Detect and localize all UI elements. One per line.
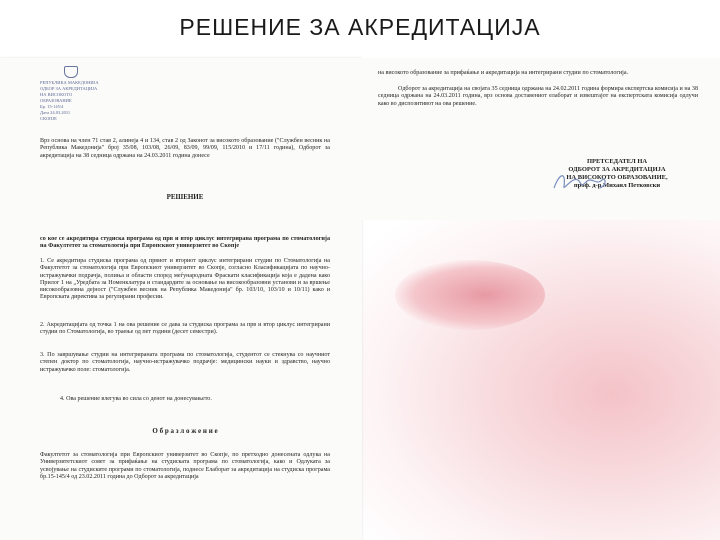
reasoning-heading: О б р а з л о ж е н и е xyxy=(152,427,218,435)
signature-line-3: НА ВИСОКОТО ОБРАЗОВАНИЕ, xyxy=(566,174,668,181)
coat-of-arms-icon xyxy=(64,66,78,78)
background-glow xyxy=(360,215,720,540)
stamp-date: Дата 24.03.2011 xyxy=(40,110,71,115)
stamp-org-line2: НА ВИСОКОТО ОБРАЗОВАНИЕ xyxy=(40,92,73,103)
signature-line-1: ПРЕТСЕДАТЕЛ НА xyxy=(586,158,648,165)
signature-line-2: ОДБОРОТ ЗА АКРЕДИТАЦИЈА xyxy=(568,166,666,173)
stamp-number: Бр. 15-145/4 xyxy=(40,104,64,109)
reasoning-paragraph: Факултетот за стоматологија при Европскиот универзитет во Скопје, по претходно донесената одлука на Универзитетскиот совет за прифаќање на студиската програма по стоматологија, како и Одлуката за усвојување на студиските програми по стоматологија, поднесе Елаборат за акредитација на студиска програма бр.15-145/4 од 23.02.2011 година до Одборот за акредитација xyxy=(40,452,330,480)
stamp-org-line1: ОДБОР ЗА АКРЕДИТАЦИЈА xyxy=(40,86,98,91)
handwritten-signature-icon xyxy=(550,168,610,194)
decision-subject: со кое се акредитира студиска програма од прв и втор циклус интегрирана програма по стоматологија на Факултетот за стоматологија при Европскиот универзитет во Скопје xyxy=(40,236,330,250)
stamp-country: РЕПУБЛИКА МАКЕДОНИЈА xyxy=(40,80,99,85)
document-page-1 xyxy=(0,58,362,540)
lips-image xyxy=(395,260,545,330)
decision-item-2: 2. Акредитацијата од точка 1 на ова решение се дава за студиска програма за прв и втор циклус интегрирани студии по Стоматологија, во траење од пет години (десет семестри). xyxy=(40,322,330,336)
intro-paragraph: Врз основа на член 71 став 2, алинеја 4 и 134, став 2 од Законот за високото образование ("Службен весник на Република Македонија" број 35/08, 103/08, 26/09, 83/09, 99/09, 115/2010 и 17/11 година), Одборот за акредитација на 38 седница одржана на 24.03.2011 година донесе xyxy=(40,138,330,159)
decision-item-4: 4. Ова решение влегува во сила со денот на донесувањето. xyxy=(60,396,212,402)
stamp-city: СКОПЈЕ xyxy=(40,116,57,121)
slide-title: РЕШЕНИЕ ЗА АКРЕДИТАЦИЈА xyxy=(179,14,541,40)
signature-line-4: проф. д-р Михаил Петковски xyxy=(573,182,661,189)
registry-stamp xyxy=(40,66,102,122)
decision-item-3: 3. По завршување студии на интегрираната програма по стоматологија, студентот се стекнува со научниот степен доктор по стоматологија, научно-истражувачко подрачје: медицински науки и здравство, научно истражувачко поле: стоматологија. xyxy=(40,352,330,373)
page2-paragraph-1: на високото образование за прифаќање и акредитација на интегрирани студии по стоматологија. xyxy=(378,70,629,76)
document-page-2 xyxy=(362,58,720,220)
page2-paragraph-2: Одборот за акредитација на својата 35 седница одржана на 24.02.2011 година формира експертска комисија и на 38 седница одржана на 24.03.2011 година, врз основа доставениот елаборат и извештајот на експертската комисија одлучи како во диспозитивот на ова решение. xyxy=(378,86,698,107)
decision-item-1: 1. Се акредитира студиска програма од првиот и вториот циклус интегрирани студии по Стоматологија на Факултетот за стоматологија при Европскиот универзитет во Скопје, согласно Класификацијата по научно-истражувачки подрачја, полиња и области според меѓународната Фраскати класификација која е дадена како Прилог 1 на „Уредбата за Номенклатура и стандардите за основање на високообразовни установи и за вршење високообразовна дејност ("Службен весник на Република Македонија" бр. 103/10, 103/10 и 10/11) како и Европската директива за регулирани професии. xyxy=(40,258,330,301)
decision-heading: РЕШЕНИЕ xyxy=(166,193,204,201)
